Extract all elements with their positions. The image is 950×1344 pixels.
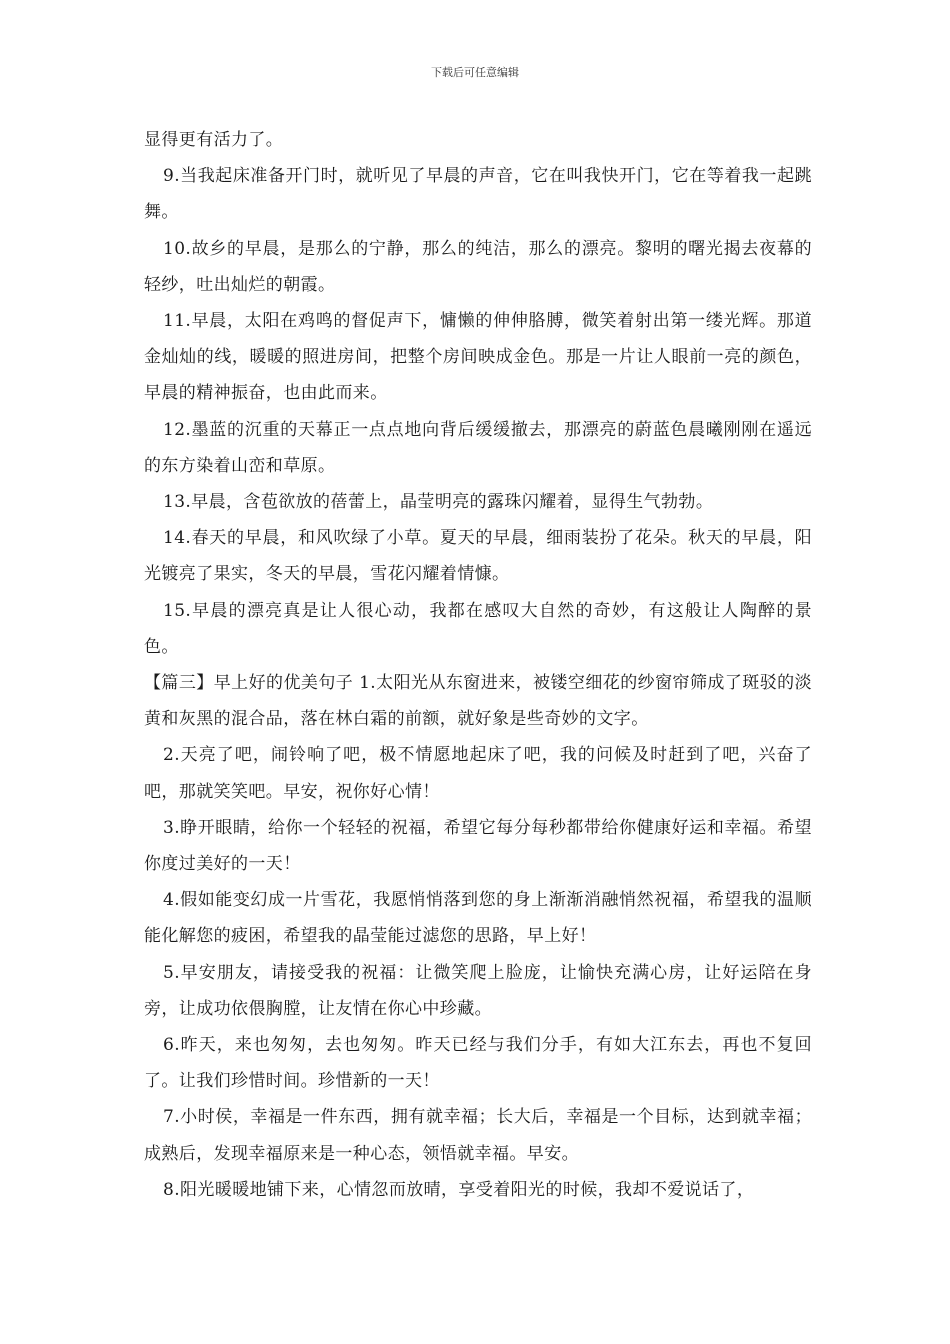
section-heading-paragraph: 【篇三】早上好的优美句子 1.太阳光从东窗进来，被镂空细花的纱窗帘筛成了斑驳的淡黄和灰黑的混合品，落在林白霜的前额，就好象是些奇妙的文字。	[144, 673, 812, 730]
paragraph-item-15: 15.早晨的漂亮真是让人很心动，我都在感叹大自然的奇妙，有这般让人陶醉的景色。	[144, 600, 812, 657]
paragraph-item-7: 7.小时侯，幸福是一件东西，拥有就幸福；长大后，幸福是一个目标，达到就幸福；成熟后，发现幸福原来是一种心态，领悟就幸福。早安。	[144, 1107, 812, 1164]
paragraph-item-6: 6.昨天，来也匆匆，去也匆匆。昨天已经与我们分手，有如大江东去，再也不复回了。让我们珍惜时间。珍惜新的一天！	[144, 1035, 812, 1092]
paragraph-item-4: 4.假如能变幻成一片雪花，我愿悄悄落到您的身上渐渐消融悄然祝福，希望我的温顺能化解您的疲困，希望我的晶莹能过滤您的思路，早上好！	[144, 890, 812, 947]
paragraph-item-14: 14.春天的早晨，和风吹绿了小草。夏天的早晨，细雨装扮了花朵。秋天的早晨，阳光镀亮了果实，冬天的早晨，雪花闪耀着情慷。	[144, 528, 812, 585]
paragraph-item-11: 11.早晨，太阳在鸡鸣的督促声下，慵懒的伸伸胳膊，微笑着射出第一缕光辉。那道金灿灿的线，暖暖的照进房间，把整个房间映成金色。那是一片让人眼前一亮的颜色，早晨的精神振奋，也由此而来。	[144, 311, 812, 404]
paragraph-item-5: 5.早安朋友，请接受我的祝福：让微笑爬上脸庞，让愉快充满心房，让好运陪在身旁，让成功依偎胸膛，让友情在你心中珍藏。	[144, 962, 812, 1019]
paragraph-item-8: 8.阳光暖暖地铺下来，心情忽而放晴，享受着阳光的时候，我却不爱说话了，	[163, 1179, 755, 1200]
paragraph-item-13: 13.早晨，含苞欲放的蓓蕾上，晶莹明亮的露珠闪耀着，显得生气勃勃。	[163, 492, 714, 513]
paragraph-item-2: 2.天亮了吧，闹铃响了吧，极不情愿地起床了吧，我的问候及时赶到了吧，兴奋了吧，那就笑笑吧。早安，祝你好心情！	[144, 745, 812, 802]
paragraph-item-3: 3.睁开眼睛，给你一个轻轻的祝福，希望它每分每秒都带给你健康好运和幸福。希望你度过美好的一天！	[144, 817, 812, 875]
paragraph-item-9: 9.当我起床准备开门时，就听见了早晨的声音，它在叫我快开门，它在等着我一起跳舞。	[144, 166, 812, 223]
paragraph-continuation: 显得更有活力了。	[144, 130, 284, 150]
document-body	[144, 122, 812, 1208]
page-header-note: 下载后可任意编辑	[431, 66, 519, 79]
paragraph-item-12: 12.墨蓝的沉重的天幕正一点点地向背后缓缓撤去，那漂亮的蔚蓝色晨曦刚刚在遥远的东方染着山峦和草原。	[144, 419, 812, 476]
paragraph-item-10: 10.故乡的早晨，是那么的宁静，那么的纯洁，那么的漂亮。黎明的曙光揭去夜幕的轻纱，吐出灿烂的朝霞。	[144, 238, 812, 295]
